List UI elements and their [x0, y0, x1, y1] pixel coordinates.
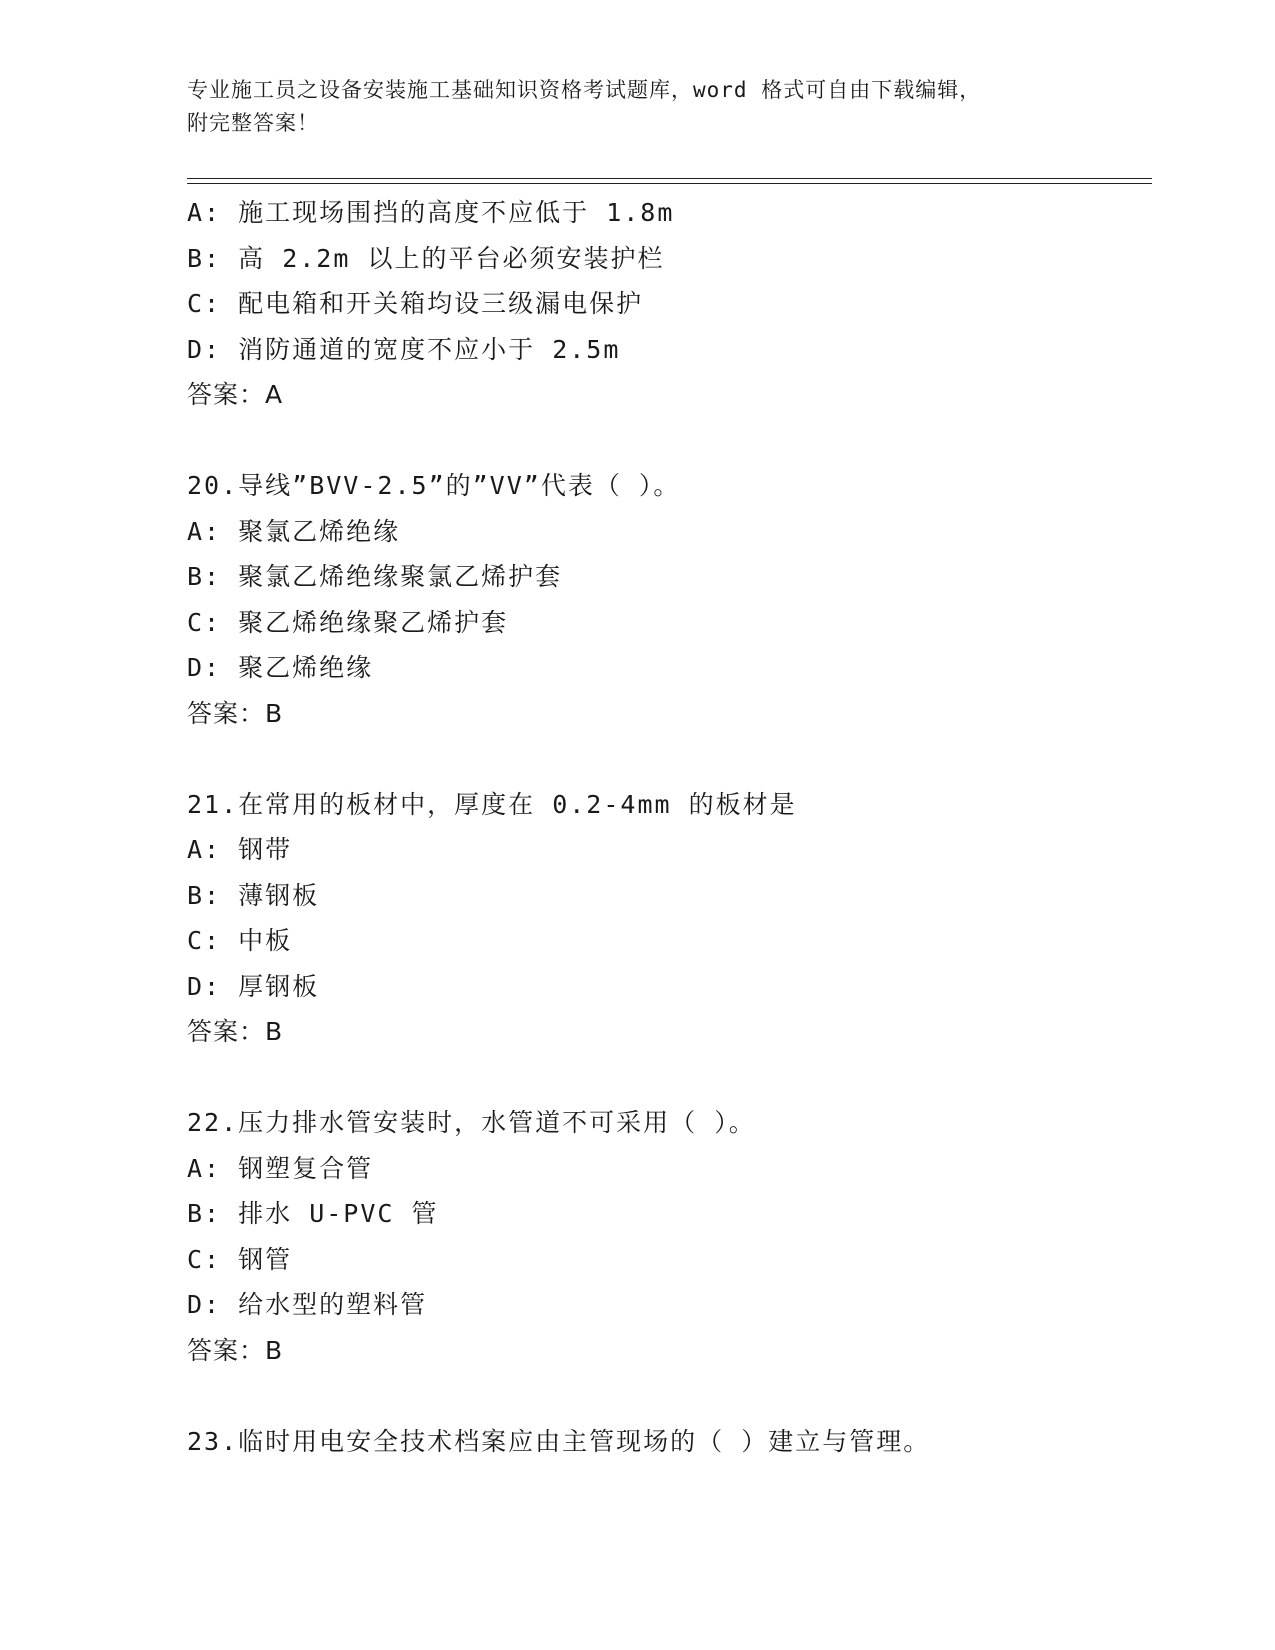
option-b: B: 高 2.2m 以上的平台必须安装护栏 [187, 243, 665, 273]
option-c: C: 聚乙烯绝缘聚乙烯护套 [187, 607, 509, 637]
option-a: A: 钢带 [187, 835, 293, 864]
option-c: C: 中板 [187, 926, 293, 955]
question-block-22 [187, 1100, 1152, 1373]
option-b: B: 薄钢板 [187, 880, 320, 910]
option-c: C: 钢管 [187, 1244, 293, 1274]
header-line-1: 专业施工员之设备安装施工基础知识资格考试题库，word 格式可自由下载编辑， [187, 78, 982, 102]
question-block-23 [187, 1419, 1152, 1465]
question-text: 22.压力排水管安装时，水管道不可采用（ ）。 [187, 1108, 756, 1137]
spacer [187, 736, 1152, 782]
option-a: A: 钢塑复合管 [187, 1153, 374, 1183]
answer: 答案：B [187, 1017, 284, 1046]
question-block-20 [187, 463, 1152, 736]
option-d: D: 给水型的塑料管 [187, 1290, 428, 1319]
question-text: 23.临时用电安全技术档案应由主管现场的（ ）建立与管理。 [187, 1426, 931, 1456]
option-a: A: 聚氯乙烯绝缘 [187, 516, 401, 546]
question-list [187, 190, 1152, 1464]
option-b: B: 排水 U-PVC 管 [187, 1199, 439, 1228]
question-block-21 [187, 782, 1152, 1055]
question-text: 20.导线”BVV-2.5”的”VV”代表（ ）。 [187, 471, 681, 500]
option-a: A: 施工现场围挡的高度不应低于 1.8m [187, 198, 675, 227]
question-text: 21.在常用的板材中，厚度在 0.2-4mm 的板材是 [187, 789, 797, 819]
answer: 答案：A [187, 380, 284, 409]
option-d: D: 消防通道的宽度不应小于 2.5m [187, 334, 621, 364]
option-c: C: 配电箱和开关箱均设三级漏电保护 [187, 289, 644, 318]
question-block-19 [187, 190, 1152, 418]
spacer [187, 418, 1152, 464]
option-b: B: 聚氯乙烯绝缘聚氯乙烯护套 [187, 562, 563, 591]
spacer [187, 1055, 1152, 1101]
document-header [187, 74, 1087, 140]
answer: 答案：B [187, 698, 284, 728]
header-divider [187, 178, 1152, 184]
option-d: D: 聚乙烯绝缘 [187, 653, 374, 682]
answer: 答案：B [187, 1335, 284, 1365]
option-d: D: 厚钢板 [187, 971, 320, 1001]
spacer [187, 1373, 1152, 1419]
header-line-2: 附完整答案！ [187, 111, 319, 135]
